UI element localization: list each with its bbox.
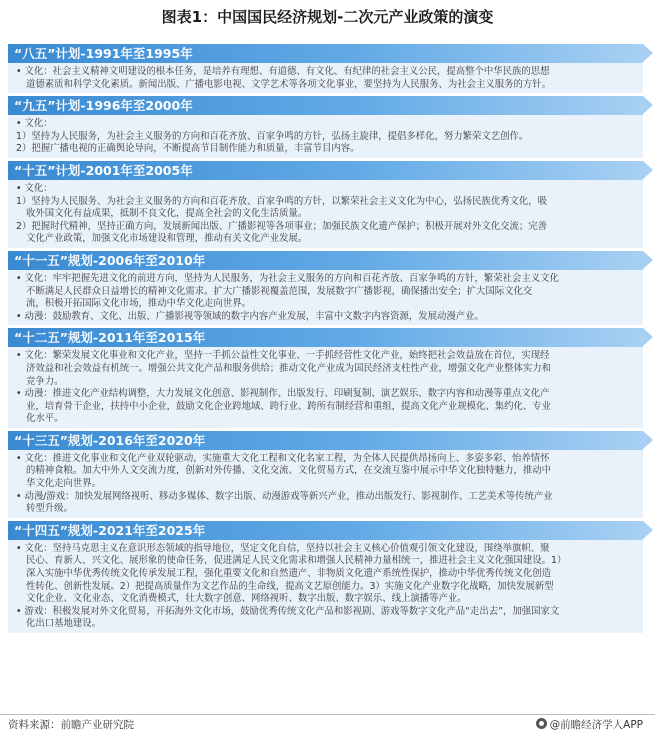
plan-section (8, 328, 643, 428)
policy-text-line: 化水平。 (26, 413, 64, 425)
policy-text-line: • 动漫/游戏：加快发展网络视听、移动多媒体、数字出版、动漫游戏等新兴产业，推动出版发行、影视制作、工艺美术等传统产业 (16, 490, 553, 502)
policy-text-line: 竞争力。 (26, 375, 64, 387)
policy-text-line: • 文化： (16, 118, 53, 130)
policy-text-line: 2）把握广播电视的正确舆论导向，不断提高节目制作能力和质量，丰富节目内容。 (16, 143, 360, 155)
policy-text-line: 2）把握时代精神，坚持正确方向，发展新闻出版、广播影视等各项事业；加强民族文化遗产保护；积极开展对外文化交流；完善 (16, 220, 547, 232)
plan-body (8, 270, 643, 325)
plan-section (8, 521, 643, 633)
page-title: 图表1：中国国民经济规划-二次元产业政策的演变 (161, 8, 494, 26)
policy-text-line: 1）坚持为人民服务、为社会主义服务的方向和百花齐放、百家争鸣的方针，以繁荣社会主义文化为中心，弘扬民族优秀文化，吸 (16, 195, 547, 207)
plan-body (8, 540, 643, 633)
plan-section (8, 44, 643, 93)
policy-text-line: 深入实施中华优秀传统文化传承发展工程，强化重要文化和自然遗产、非物质文化遗产系统性保护，推动中华优秀传统文化创造 (26, 568, 552, 580)
plan-body (8, 63, 643, 93)
policy-text-line: 转型升级。 (26, 503, 73, 515)
plan-header: “十二五”规划-2011年至2015年 (8, 328, 643, 347)
policy-text-line: 不断满足人民群众日益增长的精神文化需求。扩大广播影视覆盖范围，发展数字广播影视，确保播出安全；扩大国际文化交 (26, 285, 533, 297)
policy-text-line: 收外国文化有益成果，抵制不良文化，提高全社会的文化生活质量。 (26, 208, 308, 220)
policy-text-line: 流，积极开拓国际文化市场，推动中华文化走向世界。 (26, 298, 252, 310)
plan-header: “十一五”规划-2006年至2010年 (8, 251, 643, 270)
plan-section (8, 251, 643, 325)
policy-text-line: 道德素质和科学文化素质。新闻出版、广播电影电视、文学艺术等各项文化事业，要坚持为人民服务、为社会主义服务的方针。 (26, 78, 552, 90)
plan-header: “十三五”规划-2016年至2020年 (8, 431, 643, 450)
plan-header: “九五”计划-1996年至2000年 (8, 96, 643, 115)
plan-body (8, 450, 643, 518)
plan-header: “十四五”规划-2021年至2025年 (8, 521, 643, 540)
policy-text-line: 文化企业、文化业态、文化消费模式，壮大数字创意、网络视听、数字出版、数字娱乐、线上演播等产业。 (26, 593, 467, 605)
policy-text-line: • 文化：牢牢把握先进文化的前进方向，坚持为人民服务，为社会主义服务的方向和百花齐放、百家争鸣的方针，繁荣社会主义文化 (16, 272, 559, 284)
policy-text-line: 业，培育骨干企业，扶持中小企业，鼓励文化企业跨地域、跨行业、跨所有制经营和重组，提高文化产业规模化、集约化、专业 (26, 400, 552, 412)
policy-text-line: 1）坚持为人民服务，为社会主义服务的方向和百花齐放、百家争鸣的方针，弘扬主旋律，提倡多样化，努力繁荣文艺创作。 (16, 130, 529, 142)
policy-text-line: 华文化走向世界。 (26, 478, 102, 490)
policy-text-line: 民心、育新人、兴文化、展形象的使命任务，促进满足人民文化需求和增强人民精神力量相统一，推进社会主义文化强国建设。1） (26, 555, 567, 567)
policy-text-line: 性转化、创新性发展。2）把提高质量作为文艺作品的生命线，提高文艺原创能力。3）实施文化产业数字化战略，加快发展新型 (26, 580, 554, 592)
policy-text-line: 的精神食粮。加大中外人文交流力度，创新对外传播、文化交流、文化贸易方式，在交流互鉴中展示中华文化独特魅力，推动中 (26, 465, 552, 477)
policy-text-line: • 文化：推进文化事业和文化产业双轮驱动，实施重大文化工程和文化名家工程，为全体人民提供昂扬向上、多姿多彩、怡养情怀 (16, 452, 550, 464)
policy-text-line: • 文化：坚持马克思主义在意识形态领域的指导地位，坚定文化自信，坚持以社会主义核心价值观引领文化建设，围绕举旗帜、聚 (16, 542, 550, 554)
policy-text-line: • 动漫：推进文化产业结构调整，大力发展文化创意、影视制作、出版发行、印刷复制、演艺娱乐、数字内容和动漫等重点文化产 (16, 388, 550, 400)
plan-header: “八五”计划-1991年至1995年 (8, 44, 643, 63)
source-note: 资料来源：前瞻产业研究院 (8, 719, 134, 731)
policy-list (8, 44, 643, 633)
policy-text-line: 济效益和社会效益有机统一。增强公共文化产品和服务供给；推动文化产业成为国民经济支柱性产业，增强文化产业整体实力和 (26, 362, 552, 374)
footer (0, 714, 655, 735)
policy-text-line: • 文化： (16, 182, 53, 194)
policy-text-line: • 文化：社会主义精神文明建设的根本任务，是培养有理想、有道德、有文化、有纪律的社会主义公民，提高整个中华民族的思想 (16, 66, 550, 77)
policy-text-line: • 文化：繁荣发展文化事业和文化产业，坚持一手抓公益性文化事业、一手抓经营性文化产业，始终把社会效益放在首位，实现经 (16, 350, 550, 362)
policy-text-line: 文化产业政策，加强文化市场建设和管理，推动有关文化产业发展。 (26, 233, 308, 245)
policy-text-line: • 游戏：积极发展对外文化贸易，开拓海外文化市场，鼓励优秀传统文化产品和影视剧、游戏等数字文化产品“走出去”，加强国家文 (16, 605, 560, 617)
brand-credit (536, 715, 643, 735)
plan-header: “十五”计划-2001年至2005年 (8, 161, 643, 180)
plan-body (8, 115, 643, 158)
plan-section (8, 431, 643, 518)
plan-body (8, 347, 643, 428)
policy-text-line: • 动漫：鼓励教育、文化、出版、广播影视等领域的数字内容产业发展，丰富中文数字内容资源，发展动漫产业。 (16, 310, 484, 322)
plan-body (8, 180, 643, 248)
brand-label: @前瞻经济学人APP (549, 719, 643, 731)
plan-section (8, 161, 643, 248)
brand-logo-icon (536, 718, 547, 729)
plan-section (8, 96, 643, 158)
policy-text-line: 化出口基地建设。 (26, 618, 102, 630)
